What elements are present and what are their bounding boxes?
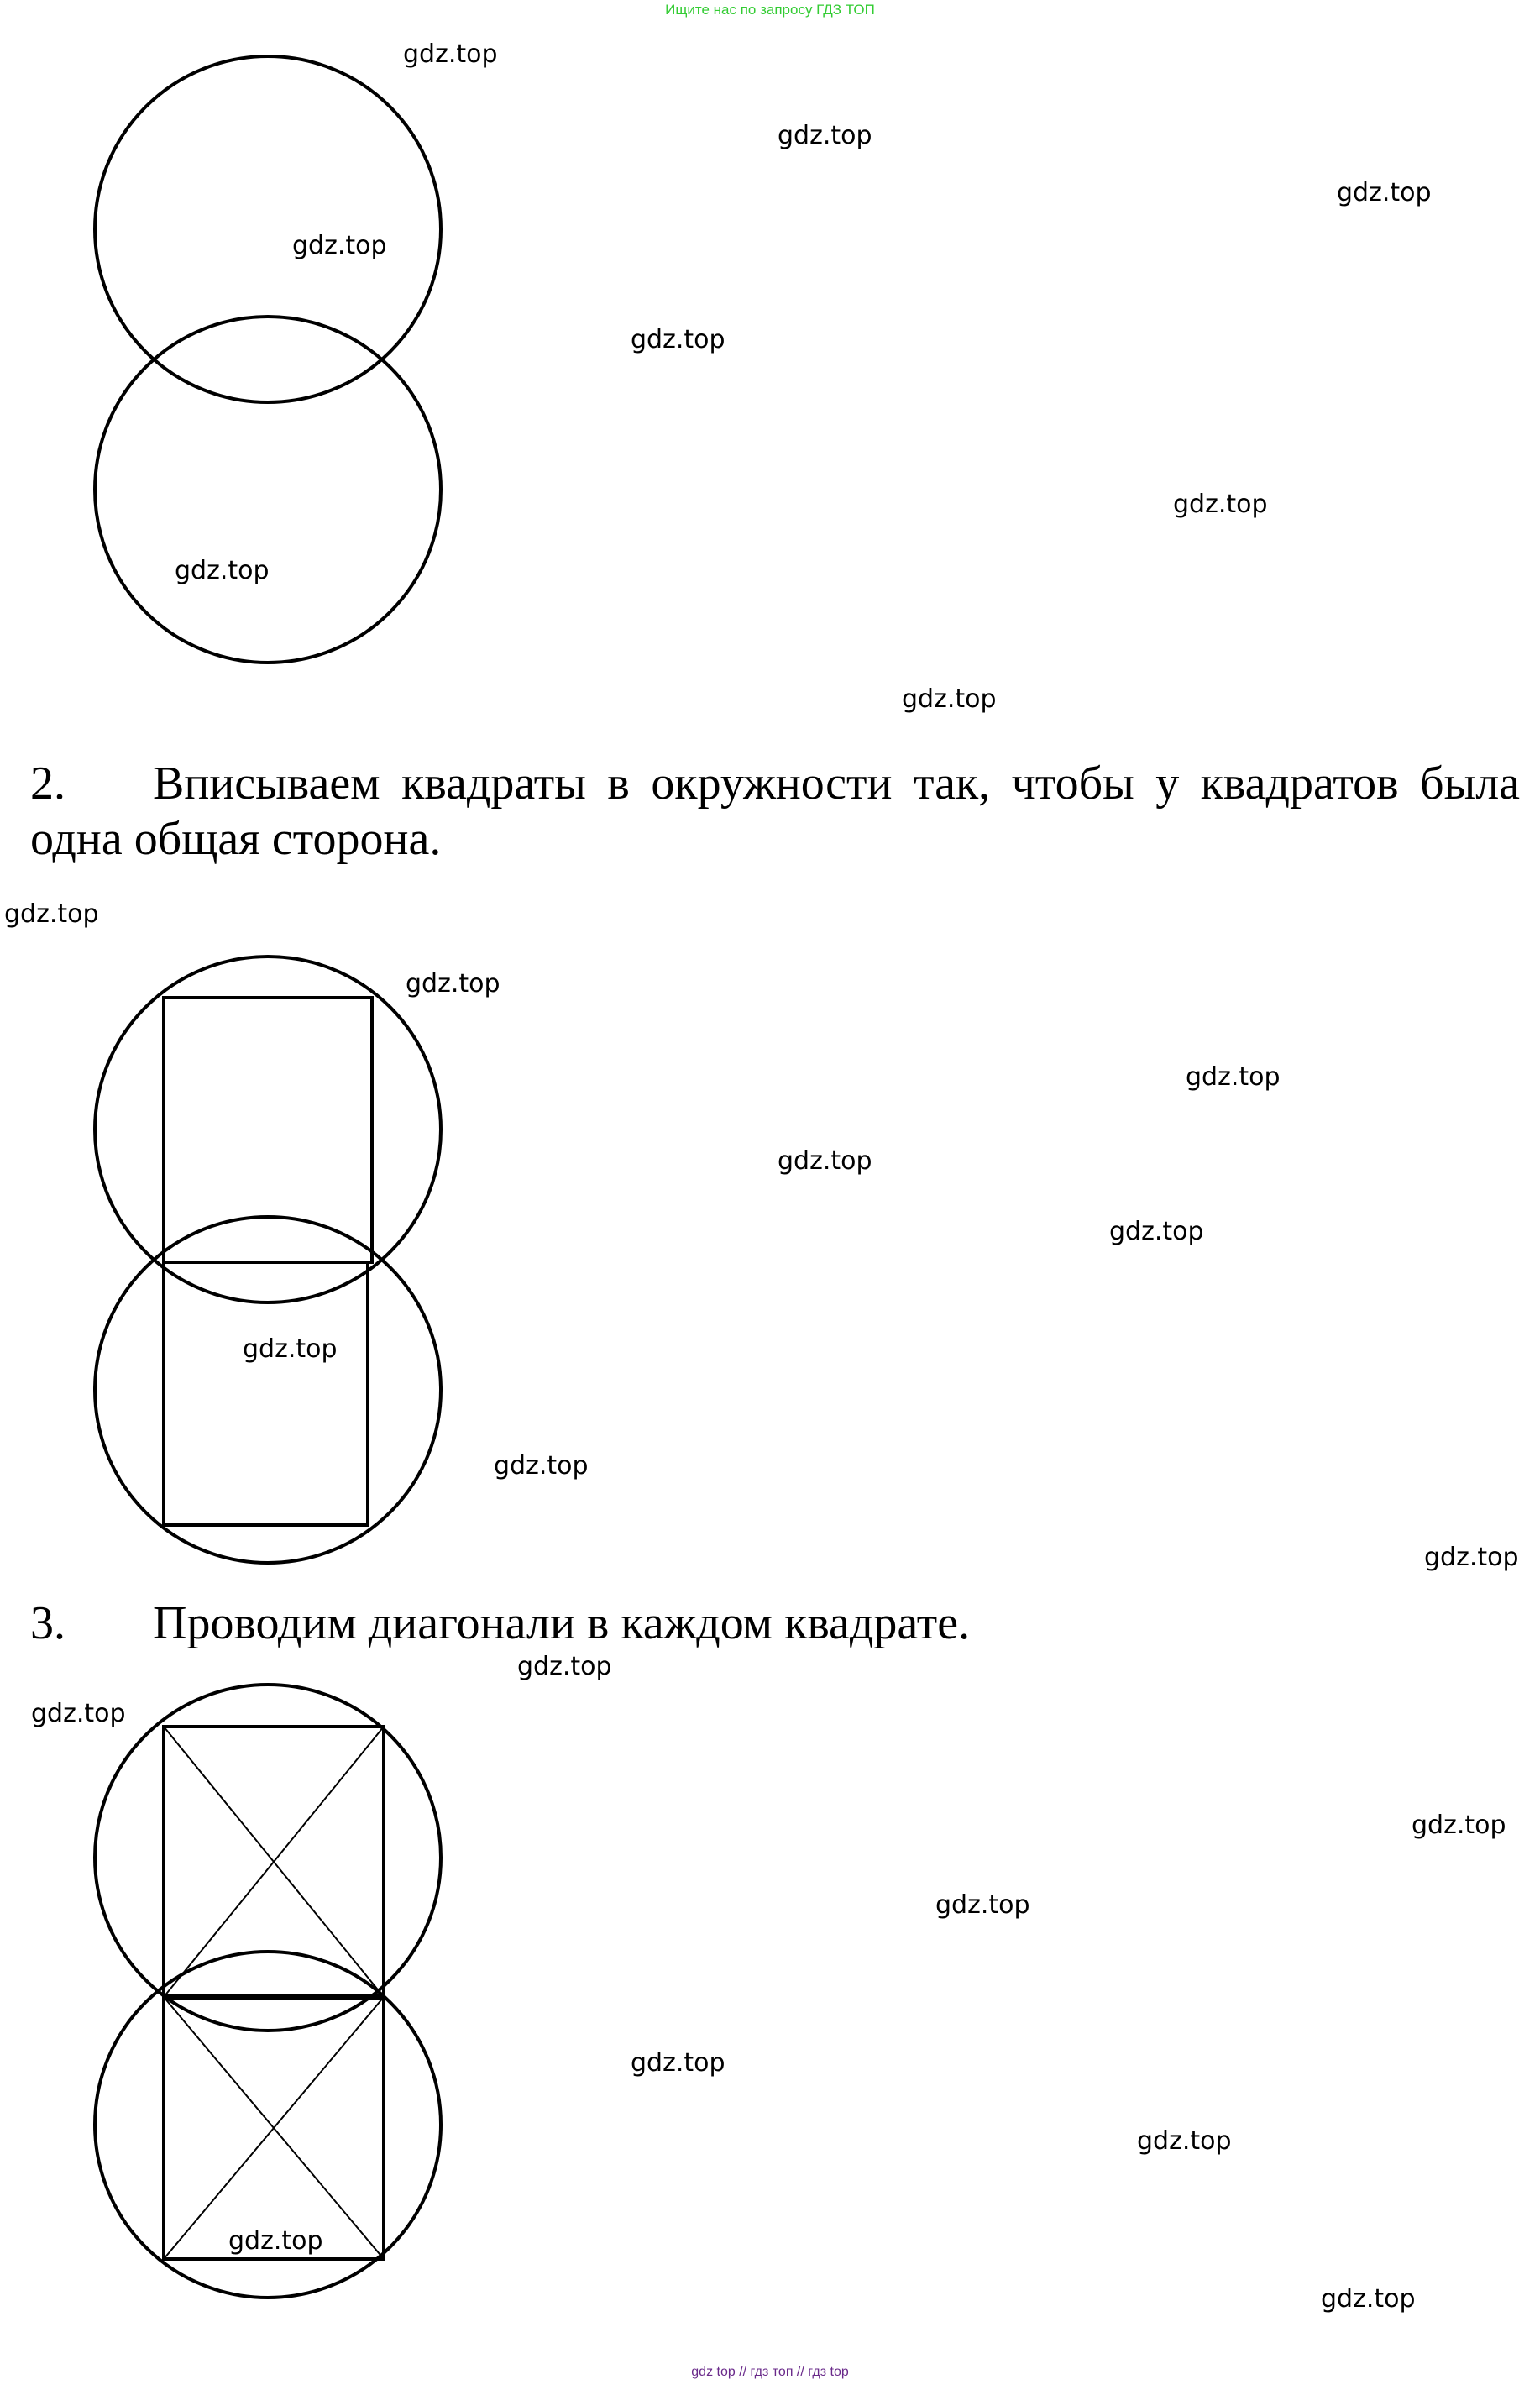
footer-links[interactable]: gdz top // гдз топ // гдз top <box>691 2365 849 2379</box>
watermark: gdz.top <box>631 2048 725 2078</box>
step-2-text <box>30 756 1520 867</box>
watermark: gdz.top <box>292 231 387 260</box>
watermark: gdz.top <box>1321 2284 1416 2314</box>
watermark: gdz.top <box>631 325 725 354</box>
step-description: Проводим диагонали в каждом квадрате. <box>153 1597 971 1649</box>
watermark: gdz.top <box>778 1146 872 1176</box>
watermark: gdz.top <box>1173 490 1268 519</box>
upper-square <box>164 998 372 1262</box>
watermark: gdz.top <box>403 39 498 69</box>
watermark: gdz.top <box>31 1699 126 1728</box>
step-3-text <box>30 1596 1520 1651</box>
watermark: gdz.top <box>406 969 500 998</box>
upper-circle <box>95 957 441 1302</box>
watermark: gdz.top <box>1109 1217 1204 1246</box>
lower-circle <box>95 1217 441 1563</box>
figure-two-circles <box>0 59 588 663</box>
watermark: gdz.top <box>902 684 997 714</box>
watermark: gdz.top <box>1424 1543 1519 1572</box>
upper-circle <box>95 56 441 402</box>
watermark: gdz.top <box>243 1334 338 1364</box>
watermark: gdz.top <box>4 899 99 929</box>
watermark: gdz.top <box>175 556 270 585</box>
watermark: gdz.top <box>778 121 872 150</box>
step-number: 2. <box>30 757 65 810</box>
figure-squares-with-diagonals <box>0 1680 588 2318</box>
watermark: gdz.top <box>494 1451 589 1481</box>
watermark: gdz.top <box>1412 1811 1506 1840</box>
watermark: gdz.top <box>1337 178 1432 207</box>
step-description: Вписываем квадраты в окружности так, чтобы у квадратов была одна общая сторона. <box>30 757 1520 865</box>
top-banner[interactable]: Ищите нас по запросу ГДЗ ТОП <box>665 2 875 18</box>
watermark: gdz.top <box>935 1890 1030 1920</box>
upper-circle <box>95 1685 441 2031</box>
watermark: gdz.top <box>1186 1062 1281 1092</box>
watermark: gdz.top <box>517 1652 612 1681</box>
watermark: gdz.top <box>228 2226 323 2256</box>
step-number: 3. <box>30 1597 65 1649</box>
watermark: gdz.top <box>1137 2126 1232 2156</box>
lower-circle <box>95 317 441 663</box>
